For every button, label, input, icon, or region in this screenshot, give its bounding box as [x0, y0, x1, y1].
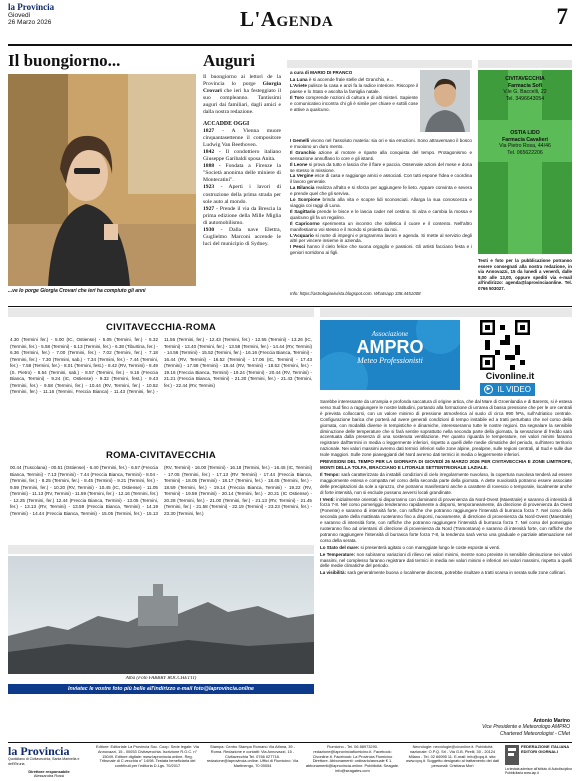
occhio-photo — [8, 556, 314, 674]
submission-notice: Testi e foto per la pubblicazione potranno essere consegnati alla nostra redazione, in via Annovazzi, 15 da lunedì a venerdì, dalle 8,00 alle 13,00, oppure spediti via e-mail all'indirizzo: agenda@laprovinciaonline. Tel. 0766 503027. — [478, 258, 572, 291]
auguri-intro-end: che ieri ha festeggiato il suo compleanno. Tantissimi auguri dai familiari, dagli amici e dalla nostra redazione. — [203, 88, 281, 116]
event-item: 1842 - Il condottiero italiano Giuseppe Garibaldi sposa Anita. — [203, 148, 281, 163]
sign-item: Il Toro comprende nozioni di cultura e di alti misteri. Sapiente e comunicativo incontra chi gli è simile per chiare e sottili cose e attive a qualcuno. — [290, 94, 418, 112]
route-timetable: 00.44 (Tuscolana) - 00.51 (Ostiense) - 6.40 (Termini, fer.) - 6.57 (Freccia Bianca, Termini) - 7.13 (Termini) - 7.44 (Freccia Bianca, Termini) - 8.04 - (Termini, fer.) - 8.25 (Termini, fer.) - 8.45 (Termini) - 9.21 (Termini, fer.) - 9.59 (Termini, fer.) - 10.20 (RV, Termini) - 10.45 (IC, Ostiense) - 11.05 (Termini) - 11.13 (RV, Termini) - 11.59 (Termini, fer.) - 12.16 (Termini, fer.) - 12.25 (Termini, fer.) 12.44 (Freccia Bianca, Termini) - 13.05 (Termini, fer.) - 13.13 (RV, Termini) - 13.59 (Freccia Bianca, Termini) - 14.19 (Termini) - 14.44 (Freccia Bianca, Termini) - 15.05 (Termini, fer.) - 15.13 (RV, Termini) - 16.00 (Termini) - 16.18 (Termini, fer.) - 16.45 (IC, Termini) - 17.05 (Termini, fer.) - 17.13 (RV Termini) - 17.44 (Freccia Bianca, Termini) - 18.05 (Termini) - 18.17 (Termini, fer.) - 18.45 (Termini, fer.) - 18.59 (Termini, fer.) - 19.14 (Freccia Bianca, Termini) - 19.22 (RV, Termini) - 19.59 (Termini) - 20.14 (Termini, fer.) - 20.21 (IC Ostiense) - 20.28 (Termini, fer.) - 21.00 (Termini, fer.) - 21.13 (RV, Termini) - 21.45 (Termini, fer.) - 21.58 (Termini) - 22.19 (Termini) - 23.23 (Termini, fer.) - 23.30 (Termini, fer.) — [10, 465, 312, 516]
section-title: L'Agenda — [240, 7, 334, 31]
sign-item: La Luna è si accende frale stelle del Granchio, e... — [290, 77, 394, 82]
occhio-caption: Alba (Foto FABBRY ROCCHETTI) — [125, 676, 197, 681]
buongiorno-caption: ...ve lo porge Giorgia Crovari che ieri ha compiuto gli anni — [8, 288, 146, 294]
meteo-intro: Sarebbe interessante da un'ampia e profonda saccatura di origine artica, che dal Mare di Groenlandia e di Barents, si è estesa verso Sud fino a raggiungere le nostre latitudini, portando alla formazione di un'area di bassa pressione che per le ore centrali è prevista colloccarsi, con un valore minimo di pressione atmosferica al suolo di circa 990 hPa, sull'Adriatico centrale. Configurazione barica che porterà ad avere generali condizioni di tempo instabile ed a tratti perturbato che nel corso della giornata, con modalità diverse in tempistiche e dinamiche, interesseranno tutte le nostre regioni. Da segnalare la sensibile diminuzione delle temperature che si farà sentire soprattutto nella seconda parte della giornata, la sensazione di freddo sarà accentuata dalla presenza di una sostenuta ventilazione. Per quanto riguarda le temperature, nei valori minimi faranno registrare dall'termini in media o leggermente inferiori, rispetto a quelli delle medie climatiche del periodo, sull'intero territorio nazionale. Nei valori massimi avremo dati termici inferiori sulle zone alpine, prealpine, sulle regioni centrali, al Sud e sulle due Isole maggiori. Sulle zone pianeggianti del Nord avremo dati termici in media o leggermente inferiori. — [320, 399, 572, 458]
oroscopo-info: Info: https://astrologiavivista.blogspot.com. Whatsapp 338.4451008 — [290, 291, 421, 296]
ampro-assoc: Associazione — [371, 330, 409, 338]
treni-header — [8, 308, 314, 317]
route-title: CIVITAVECCHIA-ROMA — [105, 322, 217, 333]
section-rule — [8, 306, 572, 307]
footer-contacts: Fiumicino - Tel. 06 88973290. redazione@laprovinciafiumicino.it. Facebook: Civonline.it. Facebook: La Provincia Fiumicino Direttore. Abbonamenti: ordinario/annuale € 1. abbonamenti@laprovincia.online. Pubblicità: Seagate. info@seagates.com — [305, 745, 400, 773]
sign-item: Il Leone si prova da tutto e lascia che il flare e paccia. Osservale azioni del mese e dona se stesso in missione. — [290, 161, 472, 173]
oroscopo-body — [290, 138, 472, 290]
fieg-sub: La testata aderisce all'istituto di Autodisciplina Pubblicitaria www.iap.it — [505, 767, 572, 775]
photo-submit-banner: Inviatec le vostre foto più belle all'indirizzo e-mail foto@laprovincia.online — [8, 684, 314, 694]
farmacie-header — [478, 60, 572, 68]
newspaper-logo: la Provincia — [8, 3, 55, 12]
page-number: 7 — [556, 4, 568, 29]
fieg-label: FEDERAZIONE ITALIANA EDITORI GIORNALI — [521, 745, 569, 754]
sign-item: L'Ariete pulisce la casa e anzi fa la radice interiore. Riscopre il paese e lo Stato e ascolta la famiglia natale. — [290, 82, 418, 94]
qr-code[interactable] — [480, 320, 530, 370]
sign-item: I Pesci hanno il cielo felice che suona orgoglio e passioni. Gli artisti facciano festa e i geniori sorridono ai figli. — [290, 244, 472, 256]
event-item: 1927 - Prende il via da Brescia la prima edizione della Mille Miglia di automobilismo. — [203, 205, 281, 226]
event-item: 1888 - Fondata a Firenze la "Società anonima delle miniere di Montecatini". — [203, 163, 281, 184]
header-left — [8, 3, 148, 26]
farmacia-2 — [482, 130, 568, 156]
footer-publisher: Editore: Editoriale La Provincia Soc. Coop. Sede legale: Via Annovazzi, 15 - 00053 Civitavecchia. Iscrizione R.O.C. n° 15049. Editore digitale: www.laprovincia.online. Reg. Tribunale di C.vecchia n° 14/98. Testata beneficiaria dei contributi per l'editoria D.Lgs. 70/2017 — [96, 745, 199, 769]
buongiorno-title: Il buongiorno... — [8, 51, 121, 70]
forecast-visibilita: La visibilità: sarà generalmente buona o localmente discreta, potrebbe risultare a tratti scarsa in serata sulle zone collinari. — [320, 570, 566, 576]
farmacia-city: CIVITAVECCHIA — [505, 76, 545, 82]
auguri-name: Giorgia Crovari — [203, 81, 281, 95]
footer-logo-sub: Quotidiano di Civitavecchia, Santa Marinella e dell'Etruria — [8, 757, 80, 766]
farmacia-phone: Tel. 065622206 — [507, 149, 543, 156]
footer-print: Stampa: Centro Stampa Romano Via Alfana, 39 - Roma. Redazione e contatti: Via Annovazzi, 15 - Civitavecchia Tel. 0766 027718. redazione@laprovincia.online. Uffici di Fiumicino: Via Martinengo, 70 00054 — [206, 745, 299, 769]
forecast-venti: I Venti: inizialmente orientati si disporranno con dominanti di provenienza da Nord-Ovest (Maestrale) e saranno di intensità di forza 7-8. Nel corso pomeriggio tenderanno rapidamente a disporsi, temporaneamente, da direzione di provenienza da Ovest (Ponente) e saranno di intensità forte, con raffiche che potranno raggiungere l'intensità di burrasca forza 7. Nel corso della seconda parte della mattinata ruoteranno fino a disporsi, nuovamente, di direzione di provenienza da Nord-Ovest (Maestrale) e saranno di intensità forte, con raffiche che potranno raggiungere l'intensità di burrasca forza 7. Nel corso del pomeriggio ruoteranno fino ad orientarsi di direzione di provenienza da Nord (Tramontana) e saranno di intensità forte, con raffiche che potranno raggiungere l'intensità di burrasca forte forza 7-8, la tendenza sarà verso una graduale e parziale attenuazione nel corso della serata. — [320, 496, 572, 543]
sign-item: L'Acquario si nutre di impegni e programma lavoro e agenda. Si mette al servizio degli altri per vincere insieme in azienda. — [290, 232, 472, 244]
auguri-intro: Il buongiorno ai lettori de la Provincia lo porge — [203, 74, 281, 88]
fieg-logo-icon — [505, 745, 519, 765]
oroscopo-intro — [290, 77, 418, 137]
director-name: Alessandra Rossi — [33, 773, 65, 779]
qr-code-icon — [480, 320, 530, 370]
forecast-temperature: Le Temperature: non subiranno variazioni di rilievo nei valori minimi, mentre sono previste in sensibile diminuzione nei valori massimi, nel complesso faranno registrare dati termici in media nei valori minimi e inferiori nei valori massimi, rispetto a quelli delle medie climatiche del periodo. — [320, 551, 572, 569]
sign-item: Lo Scorpione brinda alla vita e scopre lidi sconosciuti. Allarga la sua conoscenza e viaggia coi raggi di Luna. — [290, 197, 472, 208]
video-label: IL VIDEO — [497, 385, 531, 394]
signature-role: Chartered Meteorologist - CMet — [499, 730, 570, 737]
forecast-tempo: Il Tempo: sarà caratterizzato da instabili condizioni di cielo irregolarmente nuvoloso, la copertura nuvolosa tenderà ad essere maggiormente estesa e compatta nel corso della seconda parte della giornata. A dette nuvolosità potranno essere associate delle precipitazioni da sole a spruzzo, che potranno manifestarsi anche a carattere di rovescio o temporale, localmente anche di forte intensità, non si esclude possano avversi locali grandinate. — [320, 471, 572, 495]
auguri-column — [203, 74, 281, 298]
meteo-header — [320, 308, 572, 317]
sign-item: La Vergine esce di casa e raggiunge amici e associati. Con tutti espone l'idea e coordina il lavoro generale. — [290, 173, 472, 185]
director-label: Direttore responsabile — [28, 768, 70, 774]
farmacia-name: Farmacia Sofi — [507, 82, 543, 89]
oroscopo-author: a cura di MARIO DI FRANCO — [290, 70, 353, 75]
video-button[interactable] — [480, 383, 535, 396]
footer-rule — [8, 742, 572, 743]
forecast-mare: Lo Stato del mare: si presenterà agitato o con mareggiate lungo le coste esposte ai venti. — [320, 544, 501, 550]
header-rule — [8, 44, 572, 46]
signature-role: Vice Presidente e Meteorologo AMPRO — [482, 724, 570, 731]
date: 26 Marzo 2026 — [8, 19, 52, 26]
ampro-subtitle: Meteo Professionisti — [357, 356, 423, 365]
farmacia-address: V.le G. Baccelli, 22 — [503, 89, 547, 95]
signature-name: Antonio Marino — [533, 718, 570, 724]
ampro-name: AMPRO — [356, 337, 424, 357]
dawn-landscape-photo — [8, 556, 314, 674]
farmacia-1 — [482, 76, 568, 102]
forecast-title: PREVISIONI DEL TEMPO PER LA GIORNATA DI GIOVEDÌ 26 MARZO 2026 PER CIVITAVECCHIA E ZONE LIMITROFE, MONTI DELLA TOLFA, BRACCIANO E LITORALE SETTENTRIONALE LAZIALE. — [320, 459, 572, 470]
sign-item: Il Granchio azione al motore e riparte alla conquista del tempo. Protagonismo e sensazione annuffano lo core e gli istanti. — [290, 149, 472, 161]
buongiorno-photo — [8, 74, 196, 286]
occhio-header — [8, 545, 314, 554]
event-item: 1930 - Dalla nave Elettra, Guglielmo Marconi accende le luci del municipio di Sydney. — [203, 226, 281, 248]
ampro-badge — [320, 320, 460, 390]
sign-item: La Bilancia realizza all'alto e si sforza per aggiungere fe lieto. Appare convinta e severa e prende quel che gli serviva. — [290, 185, 472, 197]
route-timetable: 4.30 (Termini fer.) - 5.00 (IC, Ostiense) - 5.05 (Termini, fer.) - 5.32 (Termini, fer.) - 5.58 (Termini) - 6.13 (Termini, fer.) - 6.38 (Tiburtina, fer.) - 6.36 (Termini, fer.) - 7.00 (Termini, fer.) - 7.02 (Termini, fer.) - 7.18 (Termini, fer.) - 7.30 (Termini, sab.) - 7.34 (Termini, fer.) - 7.44 (Termini, fer.) - 7.58 (Termini, fer.) - 8.01 (Termini, fest.) - 8.42 (RV, Termini) - 8.49 (S. Pietro) - 8.54 (Termini, sab.) - 8.57 (Termini, fer.) - 9.16 (Freccia Bianca, Termini) - 9.24 (IC, Ostiense) - 9.32 (Termini, fest.) - 9.43 (Termini, fer.) - 9.58 (Termini, fer.) - 10.44 (RV, Termini, fer.) - 10.52 (Termini, fer.) - 11.16 (Termini, Freccia Bianca) - 11.43 (Termini, fer.) - 11.56 (Termini, fer.) - 12.43 (Termini, fer.) - 12.55 (Termini) - 13.26 (IC, Termini) - 13.40 (Termini, fer.) - 13.58 (Termini, fer.) - 14.44 (RV, Termini) - 14.56 (Termini) - 15.52 (Termini, fer.) - 16.16 (Freccia Bianca, Termini) - 16.44 (RV, Termini) - 16.52 (Termini) - 17.06 (IC, Termini) - 17.43 (Termini) - 17.58 (Termini) - 18.44 (RV, Termini) - 18.52 (Termini, fer.) - 19.16 (Freccia Bianca, Termini) - 19.24 (Termini) - 20.44 (RV, Termini) - 21.21 (Freccia Bianca, Termini) - 21.30 (Termini, fer.) - 21.43 (Termini, fer.) - 22.44 (RV, Termini) — [10, 337, 312, 394]
farmacie-box — [478, 70, 572, 254]
farmacia-city: OSTIA LIDO — [510, 130, 540, 136]
author-portrait — [420, 70, 470, 132]
auguri-title: Auguri — [203, 51, 255, 70]
farmacia-address: Via Pietro Rosa, 44/46 — [499, 143, 551, 149]
event-item: 1923 - Aperti i lavori di costruzione della prima strada per sole auto al mondo. — [203, 184, 281, 205]
footer-ads: Necrologie: necrologie@civonline.it. Pubblicità nazionale: O.P.Q. Srl - Via G.B. Pirelli, 30 - 20124 Milano - Tel. 02 66995 11. E-mail: info@opq.it. sito: www.opq.it. Soggetto designato al trattamento dei dati personali: Cristiana Mori — [405, 745, 499, 769]
sign-item: I Gemelli vivono nel l'assoluto materia: sia ori e sia emozioni. Sono attraversano il bosco e muoiono un duro mento. — [290, 138, 472, 149]
accadde-oggi-title: ACCADDE OGGI — [203, 120, 250, 127]
event-item: 1827 - A Vienna muore cinquantasettenne il compositore Ludwig Van Beethoven. — [203, 127, 281, 148]
portrait-illustration — [8, 74, 196, 286]
farmacia-phone: Tel. 3496643054 — [505, 95, 545, 102]
footer-logo: la Provincia — [8, 745, 70, 758]
site-name[interactable]: Civonline.it — [485, 371, 535, 381]
footer-brand — [8, 745, 90, 779]
sign-item: Il Sagittario prende le bisce e le lascia cader nel cestino. Si alza e cambia la mossa e qualcuno gli fa un regalino. — [290, 208, 472, 220]
meteo-signature — [420, 718, 570, 737]
fieg-badge — [505, 745, 572, 779]
author-photo — [420, 70, 470, 132]
weekday: Giovedì — [8, 12, 31, 19]
oroscopo-header — [287, 60, 472, 68]
route-title: ROMA-CIVITAVECCHIA — [105, 450, 217, 461]
play-icon: ▶ — [484, 385, 493, 394]
sign-item: Il Capricorno sperimenta un incontro che solletica il cuore e il contento. Nell'altro manifestiamo voi stesso e il mondo si proietta da noi. — [290, 220, 472, 232]
meteo-text — [320, 399, 572, 739]
farmacia-name: Farmacia Cavalieri — [502, 136, 548, 143]
